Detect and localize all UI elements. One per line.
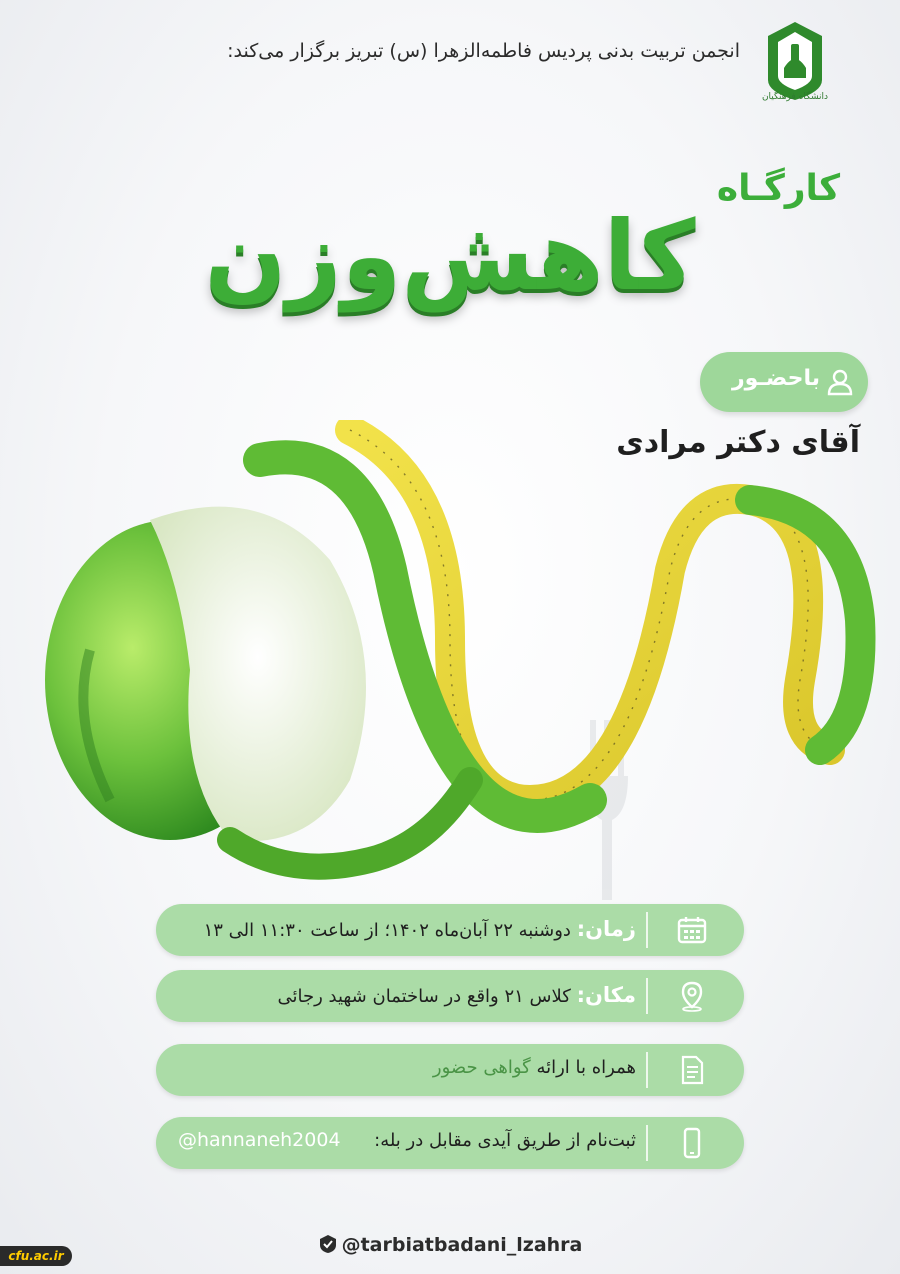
time-value: دوشنبه ۲۲ آبان‌ماه ۱۴۰۲؛ از ساعت ۱۱:۳۰ الی ۱۳	[203, 920, 571, 941]
apple-measuring-tape-illustration	[30, 420, 880, 900]
place-value: کلاس ۲۱ واقع در ساختمان شهید رجائی	[277, 986, 571, 1007]
event-title: کاهش‌وزن	[204, 200, 696, 312]
watermark-badge: cfu.ac.ir	[0, 1246, 72, 1266]
place-info	[156, 970, 744, 1022]
location-pin-icon	[676, 980, 708, 1012]
certificate-highlight: گواهی حضور	[432, 1057, 531, 1078]
speaker-name: آقای دکتر مرادی	[616, 425, 860, 460]
logo-caption: دانشگاه فرهنگیان	[761, 92, 829, 102]
calendar-icon	[676, 914, 708, 946]
certificate-info	[156, 1044, 744, 1096]
pill-divider	[646, 1052, 648, 1088]
organizer-text: انجمن تربیت بدنی پردیس فاطمه‌الزهرا (س) تبریز برگزار می‌کند:	[227, 40, 740, 62]
time-label: زمان:	[576, 917, 636, 941]
document-icon	[676, 1054, 708, 1086]
time-info	[156, 904, 744, 956]
footer-handle-row[interactable]	[310, 1234, 590, 1256]
presence-label: باحضـور	[731, 366, 820, 391]
mobile-phone-icon	[676, 1127, 708, 1159]
registration-handle[interactable]: @hannaneh2004	[178, 1129, 341, 1151]
registration-text: ثبت‌نام از طریق آیدی مقابل در بله:	[374, 1130, 636, 1151]
pill-divider	[646, 912, 648, 948]
certificate-prefix: همراه با ارائه	[536, 1057, 636, 1078]
event-subtitle: کارگـاه	[716, 168, 840, 209]
time-text	[204, 917, 636, 941]
user-icon	[826, 368, 854, 396]
place-label: مکان:	[576, 983, 636, 1007]
presence-badge	[700, 352, 868, 412]
bale-messenger-icon	[318, 1234, 338, 1254]
certificate-text	[433, 1057, 636, 1078]
pill-divider	[646, 1125, 648, 1161]
footer-handle: @tarbiatbadani_lzahra	[341, 1234, 583, 1256]
place-text	[277, 983, 636, 1007]
pill-divider	[646, 978, 648, 1014]
registration-info	[156, 1117, 744, 1169]
